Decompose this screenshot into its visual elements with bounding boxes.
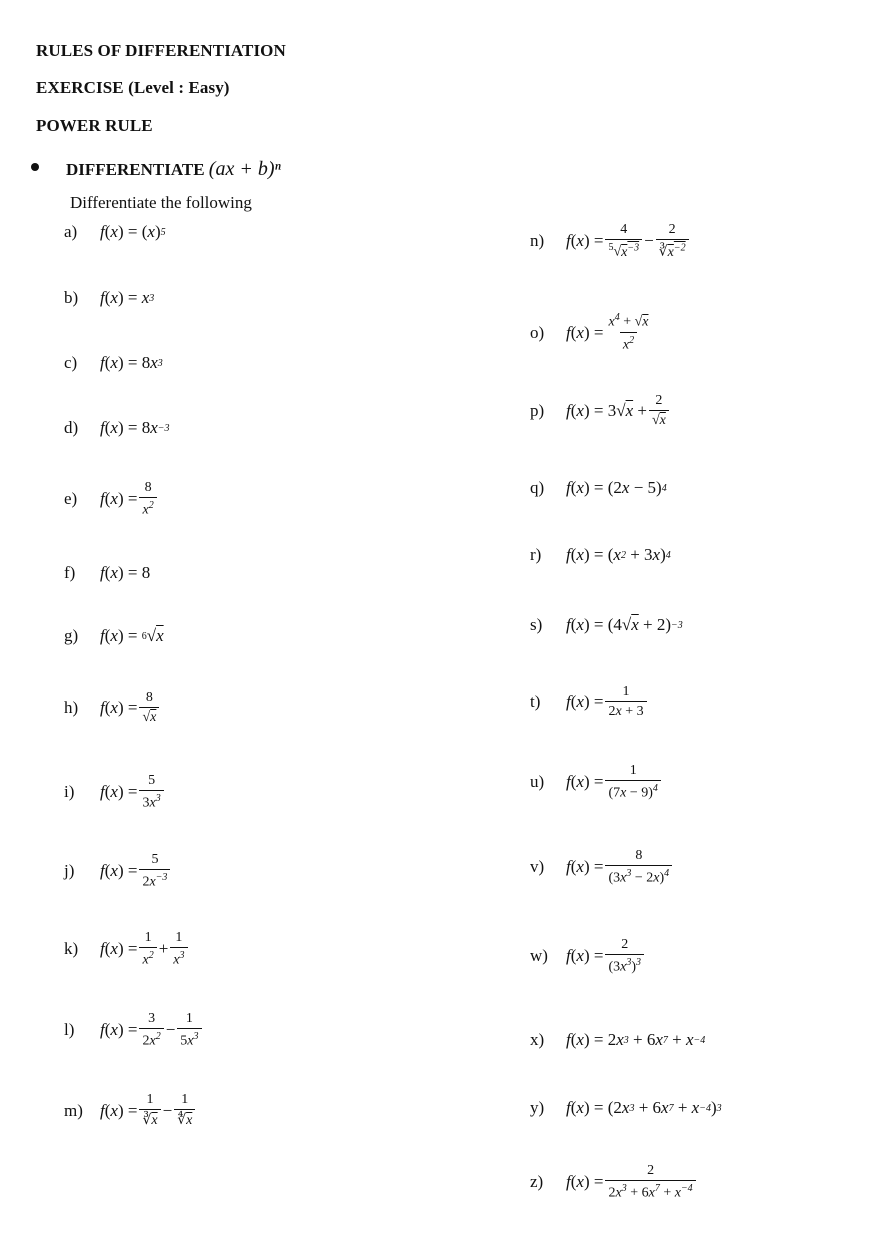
exercise-a — [64, 222, 166, 242]
exercise-e — [64, 480, 159, 519]
math-q: f ( x ) = (2 x − 5) 4 — [566, 478, 667, 497]
label-i: i) — [64, 782, 75, 802]
differentiate-heading — [66, 158, 281, 181]
label-u: u) — [530, 772, 545, 792]
math-v: f ( x ) = $\frac{8}{(3x^3 - 2x)^4}$ — [566, 848, 674, 887]
math-y: f ( x ) = (2 x 3 + 6 x 7 + x −4 ) 3 — [566, 1098, 722, 1117]
label-l: l) — [64, 1020, 75, 1040]
math-i: f ( x ) = $\frac{5}{3x^3}$ — [100, 773, 166, 812]
math-s: f ( x ) = (4√ x + 2) −3 — [566, 615, 683, 634]
exercise-x — [530, 1030, 705, 1050]
exercise-g — [64, 626, 164, 646]
math-w: f ( x ) = $\frac{2}{(3x^3)^3}$ — [566, 937, 646, 976]
exercise-u — [530, 763, 663, 802]
label-b: b) — [64, 288, 79, 307]
math-j: f ( x ) = $\frac{5}{2x^{-3}}$ — [100, 852, 172, 891]
exercise-w — [530, 937, 646, 976]
exercise-z — [530, 1163, 698, 1202]
math-m: f ( x ) = $\frac{1}{∛\overline{x}}$ − $\frac{1}{∜\overline{x}}$ — [100, 1092, 197, 1129]
math-a: f ( x ) = ( x ) 5 — [100, 222, 166, 241]
label-e: e) — [64, 489, 78, 509]
math-g: f ( x ) = 6 √ x — [100, 626, 164, 645]
label-h: h) — [64, 698, 79, 717]
exercise-y — [530, 1098, 722, 1118]
math-h: f ( x ) = $\frac{8}{√x}$ — [100, 690, 161, 726]
label-o: o) — [530, 322, 545, 342]
exercise-r — [530, 545, 671, 565]
exercise-k — [64, 930, 190, 969]
exercise-n — [530, 222, 691, 261]
label-g: g) — [64, 626, 79, 645]
exercise-h — [64, 690, 161, 726]
differentiate-expr: (ax + b)ⁿ — [208, 158, 281, 180]
exercise-level: EXERCISE (Level : Easy) — [36, 78, 230, 97]
exercise-j — [64, 852, 172, 891]
label-r: r) — [530, 545, 542, 564]
math-d: f ( x ) = 8 x −3 — [100, 418, 170, 437]
math-x: f ( x ) = 2 x 3 + 6 x 7 + x −4 — [566, 1030, 706, 1049]
section-title: POWER RULE — [36, 116, 153, 135]
math-t: f ( x ) = $\frac{1}{2x + 3}$ — [566, 684, 649, 720]
label-w: w) — [530, 946, 548, 966]
math-p: f ( x ) = 3√ x + $\frac{2}{√x}$ — [566, 393, 671, 429]
math-u: f ( x ) = $\frac{1}{(7x - 9)^4}$ — [566, 763, 663, 802]
exercise-v — [530, 848, 674, 887]
exercise-s — [530, 615, 683, 635]
label-k: k) — [64, 939, 79, 959]
exercise-i — [64, 773, 166, 812]
math-z: f ( x ) = $\frac{2}{2x^3 + 6x^7 + x^{-4}}$ — [566, 1163, 698, 1202]
math-l: f ( x ) = $\frac{3}{2x^2}$ − $\frac{1}{5x^3}$ — [100, 1011, 204, 1050]
exercise-f — [64, 563, 150, 583]
math-r: f ( x ) = ( x 2 + 3 x ) 4 — [566, 545, 671, 564]
exercise-c — [64, 353, 163, 373]
exercise-o — [530, 312, 654, 353]
label-d: d) — [64, 418, 79, 437]
math-n: f ( x ) = $\frac{4}{^5√x^{-3}}$ − $\frac{2}{∛x^{-2}}$ — [566, 222, 691, 261]
label-n: n) — [530, 231, 545, 251]
math-b: f ( x ) = x 3 — [100, 288, 155, 307]
exercise-l — [64, 1011, 204, 1050]
math-f: f ( x ) = 8 — [100, 563, 151, 582]
exercise-b — [64, 288, 154, 308]
page-title: RULES OF DIFFERENTIATION — [36, 41, 286, 60]
exercise-p — [530, 393, 671, 429]
exercise-q — [530, 478, 667, 498]
math-k: f ( x ) = $\frac{1}{x^2}$ + $\frac{1}{x^3}$ — [100, 930, 190, 969]
exercise-m — [64, 1092, 197, 1129]
differentiate-label: DIFFERENTIATE — [66, 160, 205, 179]
label-c: c) — [64, 353, 78, 372]
math-c: f ( x ) = 8 x 3 — [100, 353, 163, 372]
label-v: v) — [530, 857, 545, 877]
label-x: x) — [530, 1030, 545, 1049]
label-p: p) — [530, 401, 545, 420]
label-z: z) — [530, 1172, 544, 1192]
math-o: f ( x ) = $\frac{x^4 + √x}{x^2}$ — [566, 312, 649, 353]
label-s: s) — [530, 615, 543, 634]
label-y: y) — [530, 1098, 545, 1117]
instruction: Differentiate the following — [70, 193, 252, 212]
exercise-t — [530, 684, 649, 720]
label-f: f) — [64, 563, 76, 582]
bullet-dot — [31, 163, 39, 171]
label-j: j) — [64, 861, 75, 881]
label-a: a) — [64, 222, 78, 241]
label-q: q) — [530, 478, 545, 497]
exercise-d — [64, 418, 170, 438]
math-e: f ( x ) = $\frac{8}{x^2}$ — [100, 480, 159, 519]
label-t: t) — [530, 692, 541, 711]
label-m: m) — [64, 1100, 83, 1120]
